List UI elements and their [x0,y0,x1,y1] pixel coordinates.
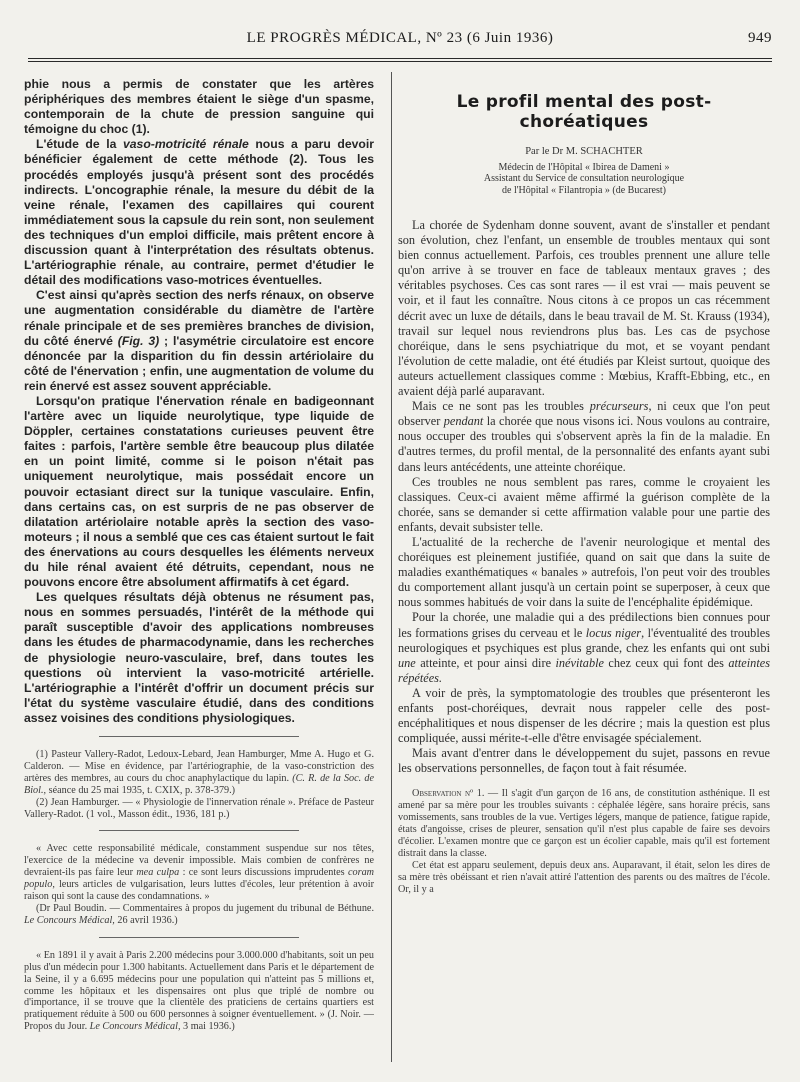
observation: Cet état est apparu seulement, depuis deux ans. Auparavant, il était, selon les dires de sa mère très obéissant et rien n'avait attiré l'attention des parents ou des maîtres de l'école. Or, il y a [398,859,770,895]
observation: Observation nº 1. — Il s'agit d'un garçon de 16 ans, de constitution asthénique. Il est amené par sa mère pour les troubles suivants : céphalée légère, sans horaire précis, sans vomissements, sans troubles de la vue. Vertiges légers, manque de patience, fatigue rapide, états d'angoisse, crises de pleurer, sensation qu'il n'est plus capable de faire ses devoirs d'écolier. L'examen montre que ce garçon est un écolier capable, mais qu'il est fortement distrait dans la classe. [398,788,770,859]
column-separator [391,72,392,1062]
paragraph: La chorée de Sydenham donne souvent, avant de s'installer et pendant son évolution, chez l'enfant, un ensemble de troubles mentaux qui sont bien connus actuellement. Parfois, ces troubles prennent une allure telle qu'on arrive à se trouver en face de tableaux mentaux graves ; des véritables psychoses. Ces cas sont rares — il est vrai — mais peuvent se voir, et il faut les connaître. Nous citons à ce propos un cas récemment décrit avec un luxe de détails, dans le beau travail de M. St. Krauss (1934), travail sur lequel nous reviendrons plus bas. Les cas de psychose choréique, dans le sens psychiatrique du mot, et se voyant pendant l'évolution de cette maladie, ont été étudiés par Kleist surtout, quoique des auteurs actuellement classiques comme : Mœbius, Krafft-Ebbing, etc., en avaient déjà parlé auparavant. [398,218,770,399]
paragraph: C'est ainsi qu'après section des nerfs rénaux, on observe une augmentation considérable du diamètre de l'artère rénale principale et de ses premières branches de division, du côté énervé (Fig. 3) ; l'asymétrie circulatoire est encore dénoncée par la disparition du fin dessin artériolaire du côté de l'énervation ; enfin, une augmentation de volume du rein énervé est assez souvent appréciable. [24,288,374,393]
byline [398,146,770,196]
paragraph: Ces troubles ne nous semblent pas rares, comme le croyaient les classiques. Ceux-ci avaient même affirmé la guérison complète de la chorée, sans se demander si cette affirmation valable pour une partie des enfants, devait subsister telle. [398,474,770,534]
paragraph: Mais avant d'entrer dans le développement du sujet, passons en revue les observations personnelles, de façon tout à fait résumée. [398,746,770,776]
journal-title: LE PROGRÈS MÉDICAL, Nº 23 (6 Juin 1936) [246,30,554,46]
article-body [398,218,770,776]
quote: « Avec cette responsabilité médicale, constamment suspendue sur nos têtes, l'exercice de la médecine va devenir impossible. Mais combien de confrères ne devraient-ils pas faire leur mea culpa : ce sont leurs discussions imprudentes coram populo, leurs articles de vulgarisation, leurs luttes d'écoles, leur prétention à avoir raison qui sont la cause des condamnations. » [24,843,375,903]
paragraph: Lorsqu'on pratique l'énervation rénale en badigeonnant l'artère avec un liquide neurolytique, type liquide de Döppler, certaines constatations curieuses peuvent être faites : parfois, l'artère semble être beaucoup plus dilatée en un point limité, comme si le poison n'était pas uniquement neurolytique, mais possédait encore un pouvoir ectasiant direct sur la tunique vasculaire. Enfin, dans certains cas, on est surpris de ne pas observer de dilatation artériolaire notable après la section des vaso-moteurs ; il nous a semblé que ces cas étaient surtout le fait des énervations au cours desquelles les éléments nerveux du hile rénal avaient été détruits, cependant, nous ne pouvons encore être absolument affirmatifs à cet égard. [24,393,374,590]
left-column [24,77,374,1033]
paragraph: Mais ce ne sont pas les troubles précurseurs, ni ceux que l'on peut observer pendant la chorée que nous visons ici. Nous voulons au contraire, nous occuper des troubles qui s'observent après la fin de la maladie. En d'autres termes, du profil mental, de la personnalité des enfants ayant subi dans leurs antécédents, une atteinte choréique. [398,399,770,474]
footnote: (1) Pasteur Vallery-Radot, Ledoux-Lebard, Jean Hamburger, Mme A. Hugo et G. Calderon. — Mise en évidence, par l'artériographie, de la vaso-constriction des artères des membres, au cours du choc anaphylactique du lapin. (C. R. de la Soc. de Biol., séance du 25 mai 1935, t. CXIX, p. 378-379.) [24,749,374,796]
footnotes [24,749,374,820]
right-column [398,92,770,896]
affiliation: Médecin de l'Hôpital « Ibirea de Dameni » [498,161,670,173]
observation-block [398,788,770,895]
section-separator [99,830,299,831]
quote-source: (Dr Paul Boudin. — Commentaires à propos du jugement du tribunal de Béthune. Le Concours Médical, 26 avril 1936.) [24,903,374,926]
article-title: Le profil mental des post-choréatiques [456,92,712,132]
article-continuation [24,77,374,726]
quote: « En 1891 il y avait à Paris 2.200 médecins pour 3.000.000 d'habitants, soit un peu plus d'un médecin pour 1.300 habitants. Actuellement dans Paris et le département de la Seine, il y a 6.695 médecins pour une population qui n'atteint pas 5 millions et, comme les hôpitaux et les dispensaires ont plus que triplé de nombre ou d'importance, il se trouve que la clientèle des praticiens de certains quartiers est pratiquement réduite à 500 ou 600 personnes à soigner éventuellement. » (J. Noir. — Propos du Jour. Le Concours Médical, 3 mai 1936.) [24,949,374,1033]
section-separator [99,937,299,938]
running-header [28,30,772,52]
affiliation: de l'Hôpital « Filantropia » (de Bucarest) [502,184,666,196]
header-rule [28,58,772,59]
author: Par le Dr M. SCHACHTER [525,146,643,157]
quote-block [24,950,374,1033]
header-rule-thin [28,61,772,62]
affiliation: Assistant du Service de consultation neurologique [483,173,685,184]
paragraph: Les quelques résultats déjà obtenus ne résument pas, nous en sommes persuadés, l'intérêt de la méthode qui paraît susceptible d'avoir des applications nombreuses dans les études de pharmacodynamie, dans les recherches de physiologie neuro-vasculaire, bref, dans toutes les questions où intervient la vaso-motricité artérielle. L'artériographie a l'intérêt d'offrir un document précis sur l'état du système vasculaire étudié, dans des conditions assez voisines des conditions physiologiques. [24,590,374,725]
footnote: (2) Jean Hamburger. — « Physiologie de l'innervation rénale ». Préface de Pasteur Vallery-Radot. (1 vol., Masson édit., 1936, 181 p.) [24,796,374,820]
footnote-separator [99,736,299,737]
paragraph: phie nous a permis de constater que les artères périphériques des membres étaient le siège d'un spasme, contemporain de la chute de pression sanguine qui témoigne du choc (1). [24,77,374,137]
paragraph: L'actualité de la recherche de l'avenir neurologique et mental des choréiques est pleinement justifiée, quand on sait que dans la suite de maladies exanthématiques « banales » autrefois, l'on peut voir des troubles du comportement allant jusqu'à un certain point se superposer, à ceux que nous sommes habitués de voir dans la suite de l'encéphalite épidémique. [398,534,770,610]
paragraph: L'étude de la vaso-motricité rénale nous a paru devoir bénéficier également de cette méthode (2). Tous les procédés employés jusqu'à présent sont des procédés indirects. L'oncographie rénale, la mesure du débit de la veine rénale, l'examen des capillaires qui courent immédiatement sous la capsule du rein sont, non seulement des techniques d'un emploi difficile, mais prêtent encore à discussion quant à l'interprétation des résultats obtenus. L'artériographie rénale, au contraire, permet d'étudier le détail des modifications vaso-motrices éventuelles. [24,137,374,288]
paragraph: A voir de près, la symptomatologie des troubles que présenteront les enfants post-choréiques, devrait nous rappeler celle des post-encéphalitiques et nous dispenser de les décrire ; mais la question est plus compliquée, aussi mérite-t-elle d'être envisagée spécialement. [398,685,770,746]
paragraph: Pour la chorée, une maladie qui a des prédilections bien connues pour les formations grises du cerveau et le locus niger, l'éventualité des troubles neurologiques et psychiques est plus grande, chez les enfants qui ont subi une atteinte, et pour ainsi dire inévitable chez ceux qui font des atteintes répétées. [398,610,770,685]
page-number: 949 [748,30,772,46]
quote-block [24,843,374,926]
